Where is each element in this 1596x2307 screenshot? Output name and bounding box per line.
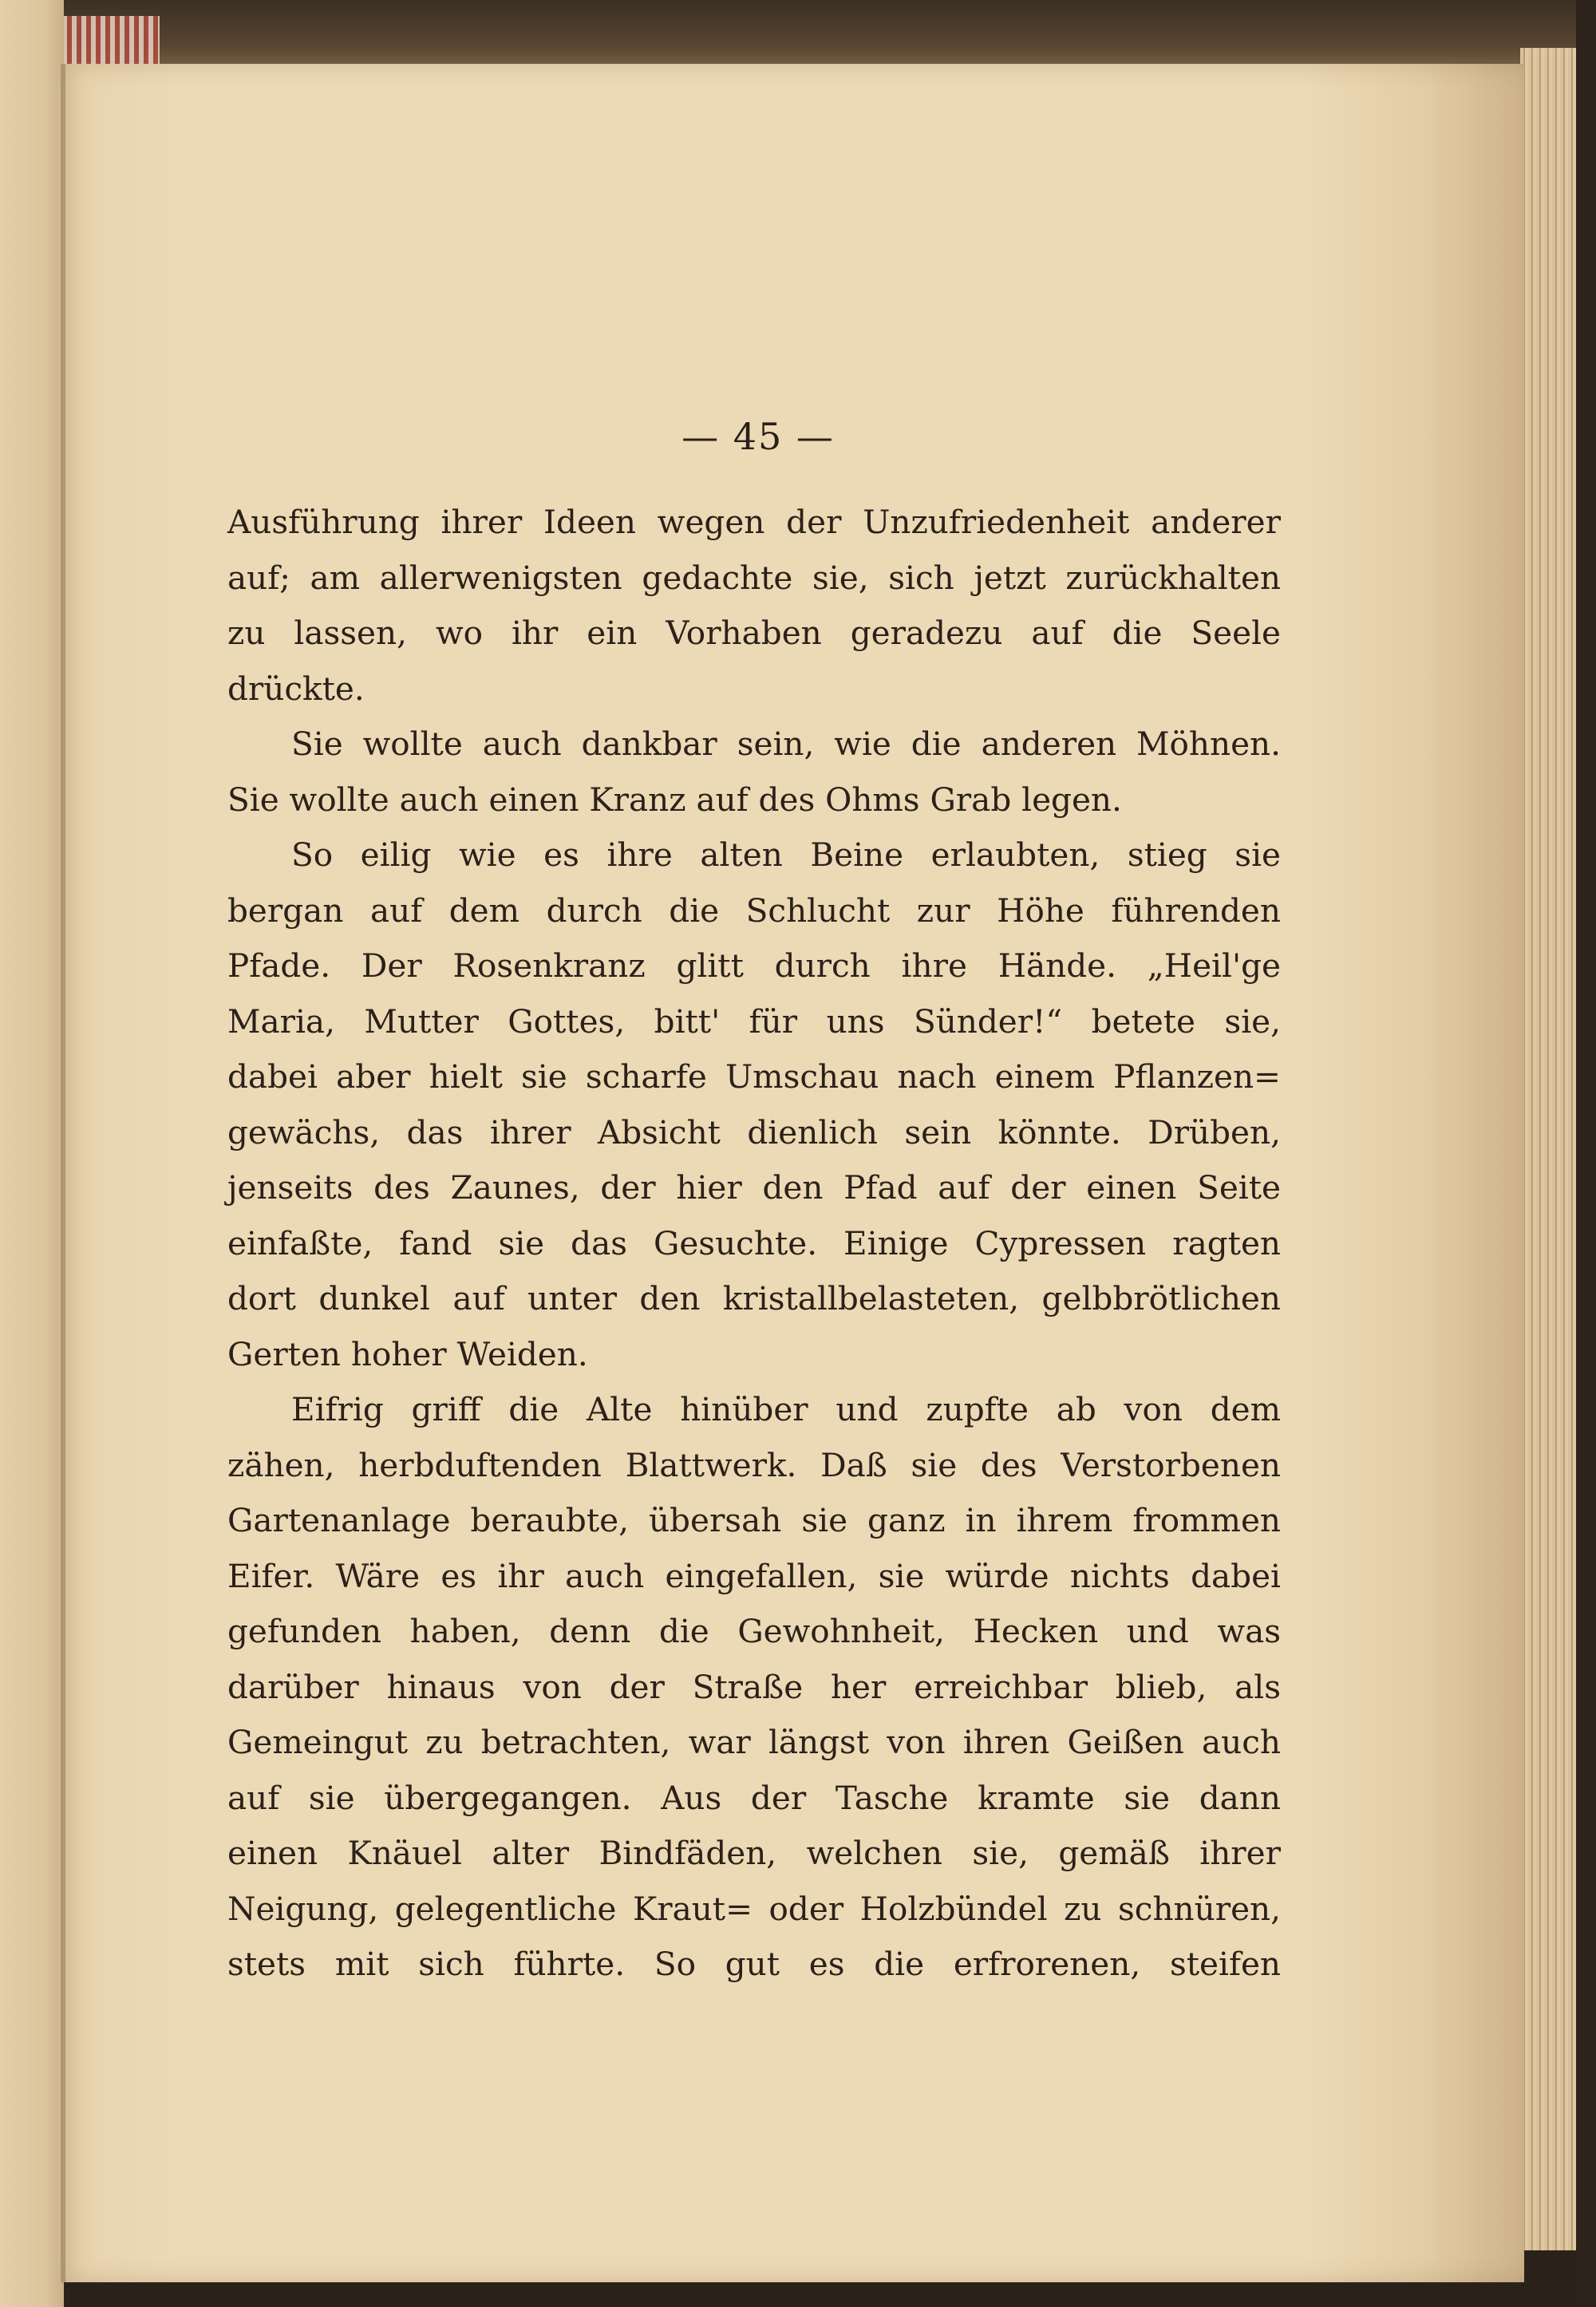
left-cover-edge [0, 0, 64, 2307]
right-binding-edge [1576, 0, 1596, 2307]
text-line: dort dunkel auf unter den kristallbelasteten, gelbbrötlichen [227, 1279, 1281, 1317]
text-line: drückte. [227, 669, 365, 708]
text-line: Neigung, gelegentliche Kraut= oder Holzbündel zu schnüren, [227, 1889, 1281, 1928]
text-line: Gartenanlage beraubte, übersah sie ganz in ihrem frommen [227, 1501, 1281, 1539]
text-line: darüber hinaus von der Straße her erreichbar blieb, als [227, 1667, 1281, 1706]
text-line: einen Knäuel alter Bindfäden, welchen sie, gemäß ihrer [227, 1834, 1281, 1872]
text-line: Ausführung ihrer Ideen wegen der Unzufriedenheit anderer [227, 503, 1281, 541]
text-line: Gemeingut zu betrachten, war längst von ihren Geißen auch [227, 1723, 1281, 1761]
text-line: Eifrig griff die Alte hinüber und zupfte ab von dem [291, 1390, 1281, 1428]
page-edges [1520, 48, 1580, 2250]
text-line: Sie wollte auch dankbar sein, wie die anderen Möhnen. [291, 725, 1281, 763]
text-line: Eifer. Wäre es ihr auch eingefallen, sie würde nichts dabei [227, 1556, 1281, 1595]
text-line: zu lassen, wo ihr ein Vorhaben geradezu auf die Seele [227, 614, 1281, 652]
text-line: Gerten hoher Weiden. [227, 1334, 588, 1373]
text-line: einfaßte, fand sie das Gesuchte. Einige Cypressen ragten [227, 1223, 1281, 1262]
text-line: Maria, Mutter Gottes, bitt' für uns Sünder!“ betete sie, [227, 1001, 1281, 1041]
text-line: gefunden haben, denn die Gewohnheit, Hecken und was [227, 1612, 1281, 1650]
text-line: Pfade. Der Rosenkranz glitt durch ihre Hände. „Heil'ge [227, 946, 1281, 985]
text-line: dabei aber hielt sie scharfe Umschau nach einem Pflanzen= [227, 1057, 1281, 1096]
page-gutter-fold [61, 64, 65, 2282]
text-line: jenseits des Zaunes, der hier den Pfad auf der einen Seite [227, 1168, 1281, 1207]
text-line: zähen, herbduftenden Blattwerk. Daß sie des Verstorbenen [227, 1445, 1281, 1484]
page-number: — 45 — [681, 415, 835, 458]
body-text [227, 495, 1281, 1993]
text-line: auf; am allerwenigsten gedachte sie, sich jetzt zurückhalten [227, 558, 1281, 597]
text-line: bergan auf dem durch die Schlucht zur Höhe führenden [227, 891, 1281, 930]
text-line: So eilig wie es ihre alten Beine erlaubten, stieg sie [291, 835, 1281, 874]
text-line: Sie wollte auch einen Kranz auf des Ohms Grab legen. [227, 780, 1122, 819]
text-line: gewächs, das ihrer Absicht dienlich sein könnte. Drüben, [227, 1112, 1281, 1152]
book-page [56, 64, 1524, 2282]
text-line: stets mit sich führte. So gut es die erfrorenen, steifen [227, 1945, 1281, 1983]
text-line: auf sie übergegangen. Aus der Tasche kramte sie dann [227, 1778, 1281, 1817]
